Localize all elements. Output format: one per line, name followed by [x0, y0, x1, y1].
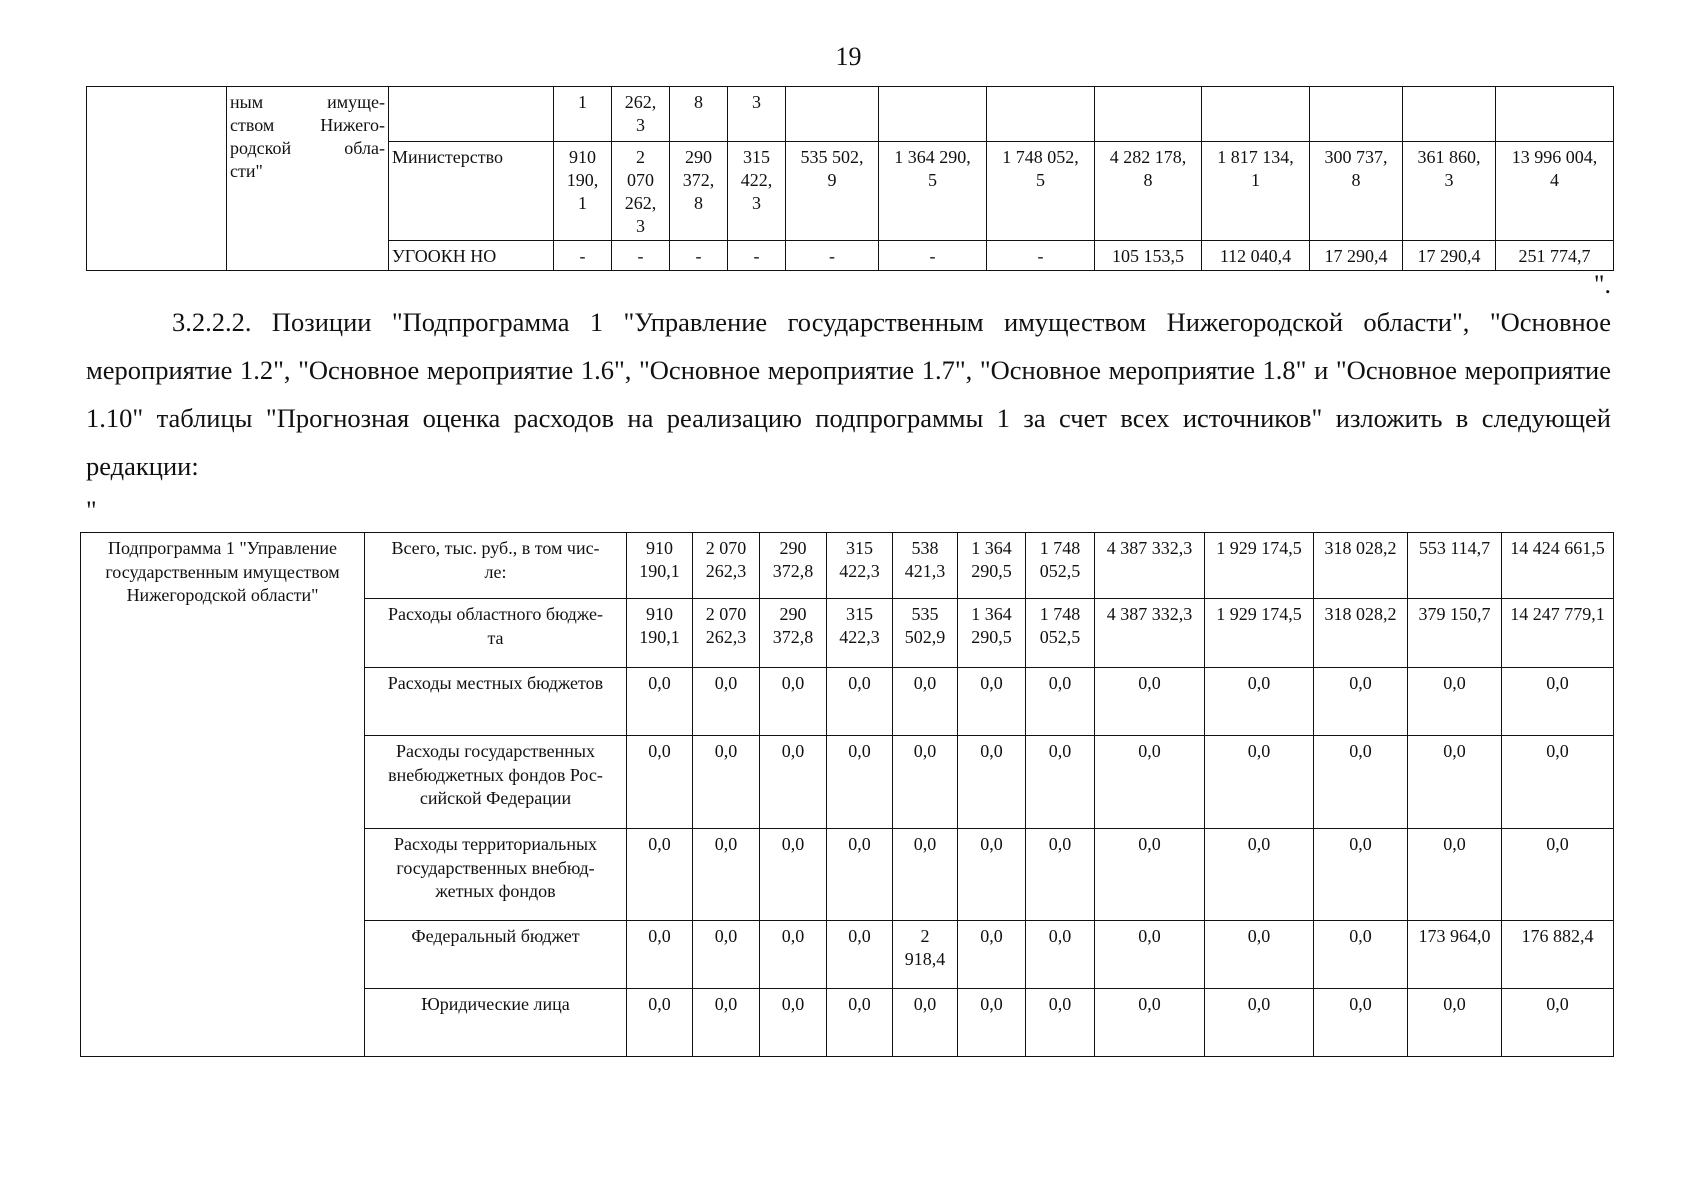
value-cell: 0,0 — [1205, 829, 1314, 921]
value-cell — [987, 87, 1095, 142]
value-cell: 1 — [554, 87, 612, 142]
amendment-paragraph — [86, 298, 1611, 490]
top-table-fragment — [86, 86, 1614, 271]
value-cell: 1 929 174,5 — [1205, 533, 1314, 599]
value-cell: 318 028,2 — [1314, 599, 1408, 668]
value-cell: 0,0 — [1314, 668, 1408, 736]
value-cell: 0,0 — [958, 921, 1026, 989]
value-cell: 300 737, 8 — [1310, 142, 1403, 241]
value-cell: 315 422,3 — [827, 599, 893, 668]
value-cell: 0,0 — [1095, 989, 1205, 1057]
value-cell: 0,0 — [693, 989, 760, 1057]
row-label — [227, 87, 389, 271]
value-cell: 0,0 — [760, 921, 827, 989]
value-cell: 0,0 — [1408, 736, 1502, 829]
value-cell: 379 150,7 — [1408, 599, 1502, 668]
value-cell: 1 364 290,5 — [958, 533, 1026, 599]
value-cell: 0,0 — [1095, 829, 1205, 921]
value-cell: 0,0 — [827, 989, 893, 1057]
value-cell: 0,0 — [958, 668, 1026, 736]
page-number: 19 — [835, 42, 862, 71]
value-cell: 2 070 262,3 — [693, 599, 760, 668]
value-cell: - — [879, 241, 987, 271]
value-cell: 0,0 — [827, 921, 893, 989]
value-cell: 553 114,7 — [1408, 533, 1502, 599]
source-label-cell: Расходы областного бюдже- та — [365, 599, 627, 668]
value-cell: 112 040,4 — [1202, 241, 1310, 271]
value-cell: 290 372,8 — [760, 599, 827, 668]
value-cell: 0,0 — [1408, 829, 1502, 921]
value-cell: 0,0 — [958, 736, 1026, 829]
empty-cell — [87, 87, 227, 271]
value-cell: 0,0 — [1205, 989, 1314, 1057]
source-label-cell: Расходы государственных внебюджетных фондов Рос- сийской Федерации — [365, 736, 627, 829]
value-cell: 0,0 — [1205, 921, 1314, 989]
value-cell: 0,0 — [1408, 989, 1502, 1057]
value-cell: 0,0 — [693, 736, 760, 829]
value-cell: 910 190,1 — [627, 533, 693, 599]
source-label-cell: Всего, тыс. руб., в том чис- ле: — [365, 533, 627, 599]
value-cell: 17 290,4 — [1310, 241, 1403, 271]
value-cell: 0,0 — [1502, 736, 1614, 829]
value-cell: - — [786, 241, 879, 271]
source-label-cell: Федеральный бюджет — [365, 921, 627, 989]
value-cell: 176 882,4 — [1502, 921, 1614, 989]
value-cell: 1 748 052, 5 — [987, 142, 1095, 241]
table-row — [87, 87, 1614, 142]
value-cell — [1310, 87, 1403, 142]
source-label-cell: Расходы территориальных государственных внебюд- жетных фондов — [365, 829, 627, 921]
value-cell: 0,0 — [1314, 989, 1408, 1057]
value-cell: 535 502,9 — [893, 599, 958, 668]
value-cell: 0,0 — [1314, 736, 1408, 829]
program-label-cell: Подпрограмма 1 "Управление государственным имуществом Нижегородской области" — [81, 533, 365, 1057]
value-cell: 0,0 — [1026, 921, 1095, 989]
value-cell: 0,0 — [1314, 829, 1408, 921]
value-cell: - — [554, 241, 612, 271]
value-cell: 13 996 004, 4 — [1496, 142, 1614, 241]
value-cell: 1 817 134, 1 — [1202, 142, 1310, 241]
value-cell: 251 774,7 — [1496, 241, 1614, 271]
value-cell: 538 421,3 — [893, 533, 958, 599]
value-cell: - — [612, 241, 670, 271]
value-cell — [1202, 87, 1310, 142]
value-cell: 0,0 — [827, 829, 893, 921]
source-label-cell: Расходы местных бюджетов — [365, 668, 627, 736]
value-cell: 318 028,2 — [1314, 533, 1408, 599]
value-cell: 0,0 — [693, 829, 760, 921]
value-cell: 173 964,0 — [1408, 921, 1502, 989]
value-cell: 315 422,3 — [827, 533, 893, 599]
value-cell: 0,0 — [958, 989, 1026, 1057]
value-cell: 0,0 — [1502, 989, 1614, 1057]
value-cell: 0,0 — [627, 736, 693, 829]
value-cell: 1 748 052,5 — [1026, 533, 1095, 599]
value-cell: 4 387 332,3 — [1095, 533, 1205, 599]
opening-quote: " — [86, 496, 97, 525]
value-cell: 1 364 290,5 — [958, 599, 1026, 668]
value-cell: 14 424 661,5 — [1502, 533, 1614, 599]
value-cell: 0,0 — [893, 829, 958, 921]
value-cell: - — [728, 241, 786, 271]
value-cell: 0,0 — [827, 668, 893, 736]
source-cell: Министерство — [389, 142, 554, 241]
value-cell: 2 070 262, 3 — [612, 142, 670, 241]
value-cell: 0,0 — [693, 921, 760, 989]
value-cell: 0,0 — [760, 829, 827, 921]
value-cell: 0,0 — [1205, 736, 1314, 829]
value-cell: 105 153,5 — [1095, 241, 1202, 271]
value-cell: 0,0 — [1026, 989, 1095, 1057]
value-cell: 0,0 — [1026, 829, 1095, 921]
value-cell: 0,0 — [893, 736, 958, 829]
value-cell: 290 372,8 — [760, 533, 827, 599]
value-cell: 1 929 174,5 — [1205, 599, 1314, 668]
source-cell — [389, 87, 554, 142]
value-cell: 0,0 — [893, 668, 958, 736]
value-cell: 0,0 — [627, 989, 693, 1057]
value-cell: 910 190,1 — [627, 599, 693, 668]
value-cell: 315 422, 3 — [728, 142, 786, 241]
value-cell: 361 860, 3 — [1403, 142, 1496, 241]
closing-quote: ". — [1593, 270, 1611, 299]
value-cell: 0,0 — [1502, 668, 1614, 736]
value-cell: 2 918,4 — [893, 921, 958, 989]
table-row — [81, 533, 1614, 599]
value-cell: 0,0 — [1408, 668, 1502, 736]
value-cell — [879, 87, 987, 142]
value-cell: 0,0 — [627, 829, 693, 921]
row-label-line: сти" — [230, 161, 263, 181]
row-label-line: ным имуще- — [230, 92, 385, 112]
forecast-table — [80, 532, 1614, 1057]
row-label-line: ством Нижего- — [230, 115, 385, 135]
row-label-line: родской обла- — [230, 138, 385, 158]
value-cell: 1 364 290, 5 — [879, 142, 987, 241]
value-cell: 3 — [728, 87, 786, 142]
value-cell: 290 372, 8 — [670, 142, 728, 241]
value-cell: 0,0 — [760, 668, 827, 736]
value-cell — [1496, 87, 1614, 142]
value-cell: 2 070 262,3 — [693, 533, 760, 599]
value-cell: - — [670, 241, 728, 271]
value-cell: 0,0 — [1095, 736, 1205, 829]
value-cell: 0,0 — [958, 829, 1026, 921]
value-cell: 17 290,4 — [1403, 241, 1496, 271]
paragraph-text: 3.2.2.2. Позиции "Подпрограмма 1 "Управление государственным имуществом Нижегородской области", "Основное мероприятие 1.2", "Основное мероприятие 1.6", "Основное мероприятие 1.7", "Основное мероприятие 1.8" и "Основное мероприятие 1.10" таблицы "Прогнозная оценка расходов на реализацию подпрограммы 1 за счет всех источников" изложить в следующей редакции: — [86, 307, 1611, 481]
value-cell: 0,0 — [1502, 829, 1614, 921]
value-cell — [1403, 87, 1496, 142]
value-cell: 0,0 — [1314, 921, 1408, 989]
value-cell: 0,0 — [1205, 668, 1314, 736]
value-cell: 0,0 — [627, 668, 693, 736]
value-cell: 910 190, 1 — [554, 142, 612, 241]
value-cell: 535 502, 9 — [786, 142, 879, 241]
value-cell: 14 247 779,1 — [1502, 599, 1614, 668]
value-cell: - — [987, 241, 1095, 271]
value-cell: 1 748 052,5 — [1026, 599, 1095, 668]
value-cell: 0,0 — [1095, 921, 1205, 989]
source-cell: УГООКН НО — [389, 241, 554, 271]
value-cell: 0,0 — [1026, 668, 1095, 736]
value-cell: 0,0 — [760, 989, 827, 1057]
value-cell: 0,0 — [1095, 668, 1205, 736]
value-cell: 4 387 332,3 — [1095, 599, 1205, 668]
value-cell: 262, 3 — [612, 87, 670, 142]
value-cell: 0,0 — [627, 921, 693, 989]
value-cell: 0,0 — [693, 668, 760, 736]
value-cell: 0,0 — [1026, 736, 1095, 829]
value-cell: 0,0 — [893, 989, 958, 1057]
source-label-cell: Юридические лица — [365, 989, 627, 1057]
value-cell — [1095, 87, 1202, 142]
value-cell: 4 282 178, 8 — [1095, 142, 1202, 241]
value-cell — [786, 87, 879, 142]
value-cell: 0,0 — [827, 736, 893, 829]
value-cell: 0,0 — [760, 736, 827, 829]
value-cell: 8 — [670, 87, 728, 142]
